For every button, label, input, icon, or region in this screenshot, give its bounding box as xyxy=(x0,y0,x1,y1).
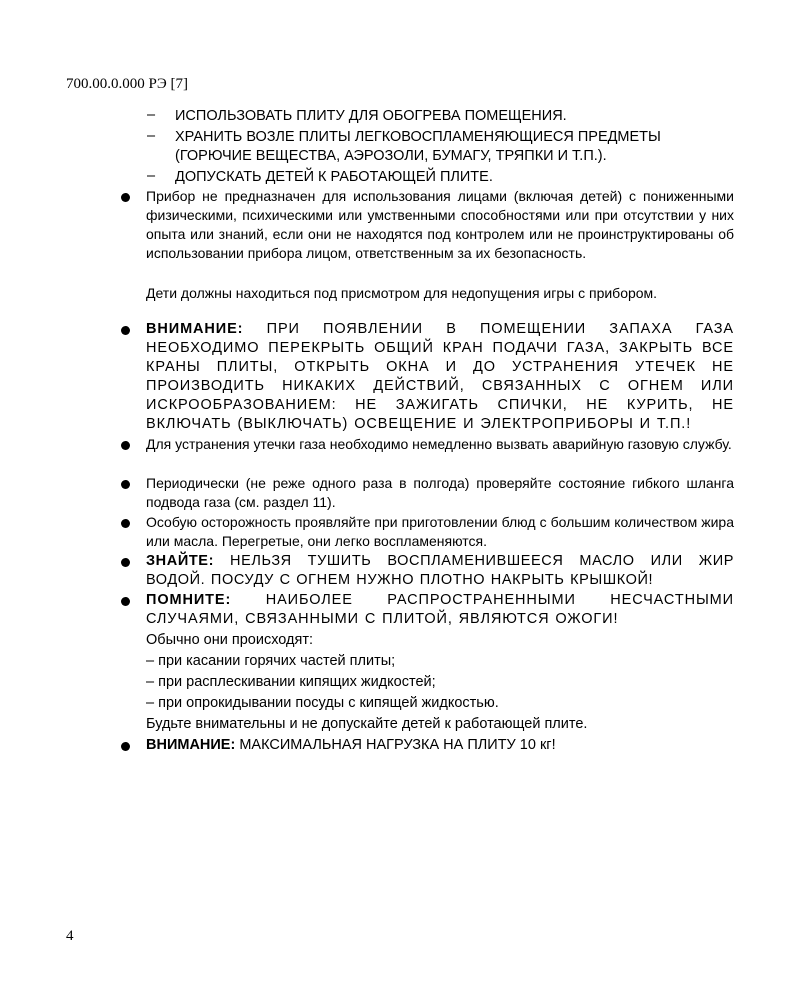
bullet-icon xyxy=(121,597,130,606)
remember-line: – при расплескивании кипящих жидкостей; xyxy=(146,674,436,690)
remember-label: ПОМНИТЕ: xyxy=(146,592,232,608)
dash-item: ИСПОЛЬЗОВАТЬ ПЛИТУ ДЛЯ ОБОГРЕВА ПОМЕЩЕНИЯ. xyxy=(175,108,567,124)
bullet-paragraph: Особую осторожность проявляйте при приготовлении блюд с большим количеством жира или масла. Перегретые, они легко воспламеняются. xyxy=(146,514,734,549)
dash-item: ДОПУСКАТЬ ДЕТЕЙ К РАБОТАЮЩЕЙ ПЛИТЕ. xyxy=(175,169,493,185)
load-warning-text: МАКСИМАЛЬНАЯ НАГРУЗКА НА ПЛИТУ 10 кг! xyxy=(239,737,556,753)
load-warning-paragraph xyxy=(146,736,734,755)
bullet-icon xyxy=(121,742,130,751)
bullet-icon xyxy=(121,193,130,202)
remember-line: – при касании горячих частей плиты; xyxy=(146,653,396,669)
bullet-icon xyxy=(121,480,130,489)
bullet-paragraph: Для устранения утечки газа необходимо немедленно вызвать аварийную газовую службу. xyxy=(146,436,732,452)
bullet-paragraph-continued: Дети должны находиться под присмотром для недопущения игры с прибором. xyxy=(146,285,658,301)
warning-text: ПРИ ПОЯВЛЕНИИ В ПОМЕЩЕНИИ ЗАПАХА ГАЗА НЕОБХОДИМО ПЕРЕКРЫТЬ ОБЩИЙ КРАН ПОДАЧИ ГАЗА, ЗАКРЫТЬ ВСЕ КРАНЫ ПЛИТЫ, ОТКРЫТЬ ОКНА И ДО УСТРАНЕНИЯ УТЕЧЕК НЕ ПРОИЗВОДИТЬ НИКАКИХ ДЕЙСТВИЙ, СВЯЗАННЫХ С ОГНЕМ ИЛИ ИСКРООБРАЗОВАНИЕМ: НЕ ЗАЖИГАТЬ СПИЧКИ, НЕ КУРИТЬ, НЕ ВКЛЮЧАТЬ (ВЫКЛЮЧАТЬ) ОСВЕЩЕНИЕ И ЭЛЕКТРОПРИБОРЫ И Т.П.! xyxy=(146,321,734,432)
bullet-icon xyxy=(121,441,130,450)
warning-label: ВНИМАНИЕ: xyxy=(146,321,244,337)
know-label: ЗНАЙТЕ: xyxy=(146,553,215,569)
remember-line: Обычно они происходят: xyxy=(146,632,314,648)
know-text: НЕЛЬЗЯ ТУШИТЬ ВОСПЛАМЕНИВШЕЕСЯ МАСЛО ИЛИ ЖИР ВОДОЙ. ПОСУДУ С ОГНЕМ НУЖНО ПЛОТНО НАКРЫТЬ КРЫШКОЙ! xyxy=(146,553,734,588)
dash-item: ХРАНИТЬ ВОЗЛЕ ПЛИТЫ ЛЕГКОВОСПЛАМЕНЯЮЩИЕСЯ ПРЕДМЕТЫ (ГОРЮЧИЕ ВЕЩЕСТВА, АЭРОЗОЛИ, БУМАГУ, ТРЯПКИ И Т.П.). xyxy=(175,129,661,164)
remember-line: – при опрокидывании посуды с кипящей жидкостью. xyxy=(146,695,499,711)
remember-text: НАИБОЛЕЕ РАСПРОСТРАНЕННЫМИ НЕСЧАСТНЫМИ СЛУЧАЯМИ, СВЯЗАННЫМИ С ПЛИТОЙ, ЯВЛЯЮТСЯ ОЖОГИ! xyxy=(146,592,734,627)
dash-marker: – xyxy=(147,168,156,184)
page-number: 4 xyxy=(66,928,74,944)
warning-paragraph xyxy=(146,320,734,434)
bullet-icon xyxy=(121,558,130,567)
dash-marker: – xyxy=(147,128,156,144)
bullet-icon xyxy=(121,519,130,528)
know-paragraph xyxy=(146,552,734,590)
bullet-paragraph: Периодически (не реже одного раза в полгода) проверяйте состояние гибкого шланга подвода газа (см. раздел 11). xyxy=(146,475,734,510)
remember-line: Будьте внимательны и не допускайте детей к работающей плите. xyxy=(146,716,588,732)
remember-paragraph xyxy=(146,591,734,629)
bullet-icon xyxy=(121,326,130,335)
load-warning-label: ВНИМАНИЕ: xyxy=(146,737,236,753)
document-code: 700.00.0.000 РЭ [7] xyxy=(66,76,188,92)
dash-marker: – xyxy=(147,107,156,123)
bullet-paragraph: Прибор не предназначен для использования лицами (включая детей) с пониженными физическими, психическими или умственными способностями или при отсутствии у них опыта или знаний, если они не находятся под контролем или не проинструктированы об использовании прибора лицом, ответственным за их безопасность. xyxy=(146,188,734,261)
